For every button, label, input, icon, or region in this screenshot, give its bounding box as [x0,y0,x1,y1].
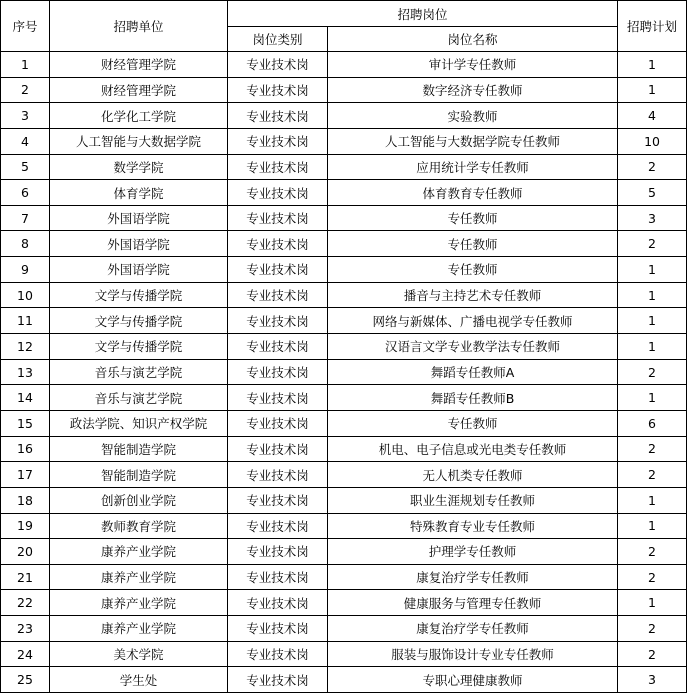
table-row [1,616,687,642]
cell-post-type: 专业技术岗 [228,410,328,436]
cell-plan: 2 [618,641,687,667]
cell-plan: 6 [618,410,687,436]
cell-post-type: 专业技术岗 [228,103,328,129]
table-row [1,231,687,257]
cell-post-type: 专业技术岗 [228,564,328,590]
cell-plan: 2 [618,616,687,642]
cell-post-name: 数字经济专任教师 [328,77,618,103]
cell-unit: 财经管理学院 [50,52,228,78]
cell-post-type: 专业技术岗 [228,487,328,513]
cell-post-name: 职业生涯规划专任教师 [328,487,618,513]
cell-post-name: 特殊教育专业专任教师 [328,513,618,539]
cell-post-type: 专业技术岗 [228,52,328,78]
cell-unit: 康养产业学院 [50,564,228,590]
cell-no: 16 [1,436,50,462]
table-row [1,359,687,385]
table-row [1,77,687,103]
cell-unit: 康养产业学院 [50,539,228,565]
cell-post-type: 专业技术岗 [228,154,328,180]
cell-plan: 1 [618,334,687,360]
cell-plan: 3 [618,205,687,231]
cell-no: 1 [1,52,50,78]
cell-no: 20 [1,539,50,565]
table-row [1,154,687,180]
cell-unit: 学生处 [50,667,228,693]
cell-post-name: 播音与主持艺术专任教师 [328,282,618,308]
table-row [1,410,687,436]
header-plan: 招聘计划 [618,1,687,52]
cell-plan: 3 [618,667,687,693]
cell-post-name: 舞蹈专任教师A [328,359,618,385]
cell-unit: 美术学院 [50,641,228,667]
cell-plan: 1 [618,52,687,78]
cell-post-type: 专业技术岗 [228,308,328,334]
table-row [1,462,687,488]
cell-unit: 教师教育学院 [50,513,228,539]
cell-unit: 音乐与演艺学院 [50,359,228,385]
table-row [1,539,687,565]
table-row [1,487,687,513]
cell-post-name: 网络与新媒体、广播电视学专任教师 [328,308,618,334]
cell-unit: 文学与传播学院 [50,282,228,308]
table-row [1,205,687,231]
cell-post-type: 专业技术岗 [228,205,328,231]
cell-post-type: 专业技术岗 [228,590,328,616]
cell-no: 6 [1,180,50,206]
cell-unit: 康养产业学院 [50,590,228,616]
cell-plan: 1 [618,590,687,616]
cell-no: 3 [1,103,50,129]
table-row [1,128,687,154]
table-row [1,308,687,334]
cell-post-type: 专业技术岗 [228,282,328,308]
cell-no: 9 [1,257,50,283]
table-row [1,667,687,693]
cell-plan: 10 [618,128,687,154]
cell-post-name: 机电、电子信息或光电类专任教师 [328,436,618,462]
table-row [1,282,687,308]
cell-plan: 2 [618,359,687,385]
cell-no: 19 [1,513,50,539]
header-post-name: 岗位名称 [328,27,618,52]
cell-unit: 外国语学院 [50,231,228,257]
cell-post-type: 专业技术岗 [228,436,328,462]
table-row [1,52,687,78]
cell-no: 22 [1,590,50,616]
cell-no: 2 [1,77,50,103]
cell-unit: 人工智能与大数据学院 [50,128,228,154]
cell-no: 5 [1,154,50,180]
cell-no: 17 [1,462,50,488]
cell-no: 15 [1,410,50,436]
cell-unit: 外国语学院 [50,257,228,283]
table-row [1,257,687,283]
cell-no: 7 [1,205,50,231]
cell-unit: 文学与传播学院 [50,334,228,360]
cell-plan: 5 [618,180,687,206]
cell-post-name: 专职心理健康教师 [328,667,618,693]
cell-post-name: 护理学专任教师 [328,539,618,565]
cell-unit: 政法学院、知识产权学院 [50,410,228,436]
cell-no: 10 [1,282,50,308]
cell-post-type: 专业技术岗 [228,462,328,488]
cell-post-type: 专业技术岗 [228,257,328,283]
cell-post-name: 舞蹈专任教师B [328,385,618,411]
table-row [1,436,687,462]
cell-unit: 体育学院 [50,180,228,206]
cell-post-name: 体育教育专任教师 [328,180,618,206]
table-row [1,590,687,616]
cell-post-type: 专业技术岗 [228,231,328,257]
cell-post-type: 专业技术岗 [228,539,328,565]
cell-plan: 2 [618,564,687,590]
table-row [1,385,687,411]
cell-post-name: 人工智能与大数据学院专任教师 [328,128,618,154]
cell-no: 24 [1,641,50,667]
cell-unit: 文学与传播学院 [50,308,228,334]
cell-plan: 2 [618,436,687,462]
header-post: 招聘岗位 [228,1,618,27]
header-post-type: 岗位类别 [228,27,328,52]
cell-unit: 化学化工学院 [50,103,228,129]
cell-unit: 数学学院 [50,154,228,180]
cell-unit: 外国语学院 [50,205,228,231]
cell-no: 4 [1,128,50,154]
table-row [1,513,687,539]
cell-plan: 1 [618,282,687,308]
cell-no: 25 [1,667,50,693]
table-body [1,52,687,693]
cell-plan: 1 [618,308,687,334]
table-row [1,180,687,206]
cell-post-name: 服装与服饰设计专业专任教师 [328,641,618,667]
cell-post-name: 专任教师 [328,257,618,283]
cell-post-type: 专业技术岗 [228,513,328,539]
cell-post-type: 专业技术岗 [228,667,328,693]
cell-post-name: 汉语言文学专业教学法专任教师 [328,334,618,360]
table-row [1,564,687,590]
cell-post-type: 专业技术岗 [228,359,328,385]
cell-no: 18 [1,487,50,513]
cell-post-name: 健康服务与管理专任教师 [328,590,618,616]
cell-post-type: 专业技术岗 [228,334,328,360]
cell-post-name: 康复治疗学专任教师 [328,564,618,590]
table-row [1,103,687,129]
cell-post-type: 专业技术岗 [228,128,328,154]
cell-plan: 1 [618,487,687,513]
cell-no: 14 [1,385,50,411]
cell-no: 23 [1,616,50,642]
cell-post-name: 康复治疗学专任教师 [328,616,618,642]
cell-unit: 智能制造学院 [50,462,228,488]
cell-plan: 2 [618,154,687,180]
cell-plan: 1 [618,257,687,283]
cell-plan: 2 [618,539,687,565]
cell-post-name: 专任教师 [328,231,618,257]
cell-plan: 1 [618,385,687,411]
cell-post-name: 无人机类专任教师 [328,462,618,488]
cell-post-name: 实验教师 [328,103,618,129]
cell-post-type: 专业技术岗 [228,77,328,103]
cell-no: 12 [1,334,50,360]
cell-post-type: 专业技术岗 [228,180,328,206]
cell-post-name: 专任教师 [328,205,618,231]
cell-plan: 4 [618,103,687,129]
cell-plan: 1 [618,513,687,539]
cell-unit: 财经管理学院 [50,77,228,103]
cell-unit: 音乐与演艺学院 [50,385,228,411]
cell-post-type: 专业技术岗 [228,641,328,667]
cell-no: 11 [1,308,50,334]
cell-plan: 1 [618,77,687,103]
table-row [1,641,687,667]
header-no: 序号 [1,1,50,52]
cell-unit: 康养产业学院 [50,616,228,642]
cell-plan: 2 [618,462,687,488]
cell-post-type: 专业技术岗 [228,385,328,411]
cell-plan: 2 [618,231,687,257]
table-row [1,334,687,360]
cell-no: 8 [1,231,50,257]
cell-no: 21 [1,564,50,590]
header-unit: 招聘单位 [50,1,228,52]
cell-post-name: 应用统计学专任教师 [328,154,618,180]
cell-unit: 智能制造学院 [50,436,228,462]
cell-post-name: 审计学专任教师 [328,52,618,78]
cell-no: 13 [1,359,50,385]
cell-post-type: 专业技术岗 [228,616,328,642]
cell-unit: 创新创业学院 [50,487,228,513]
cell-post-name: 专任教师 [328,410,618,436]
